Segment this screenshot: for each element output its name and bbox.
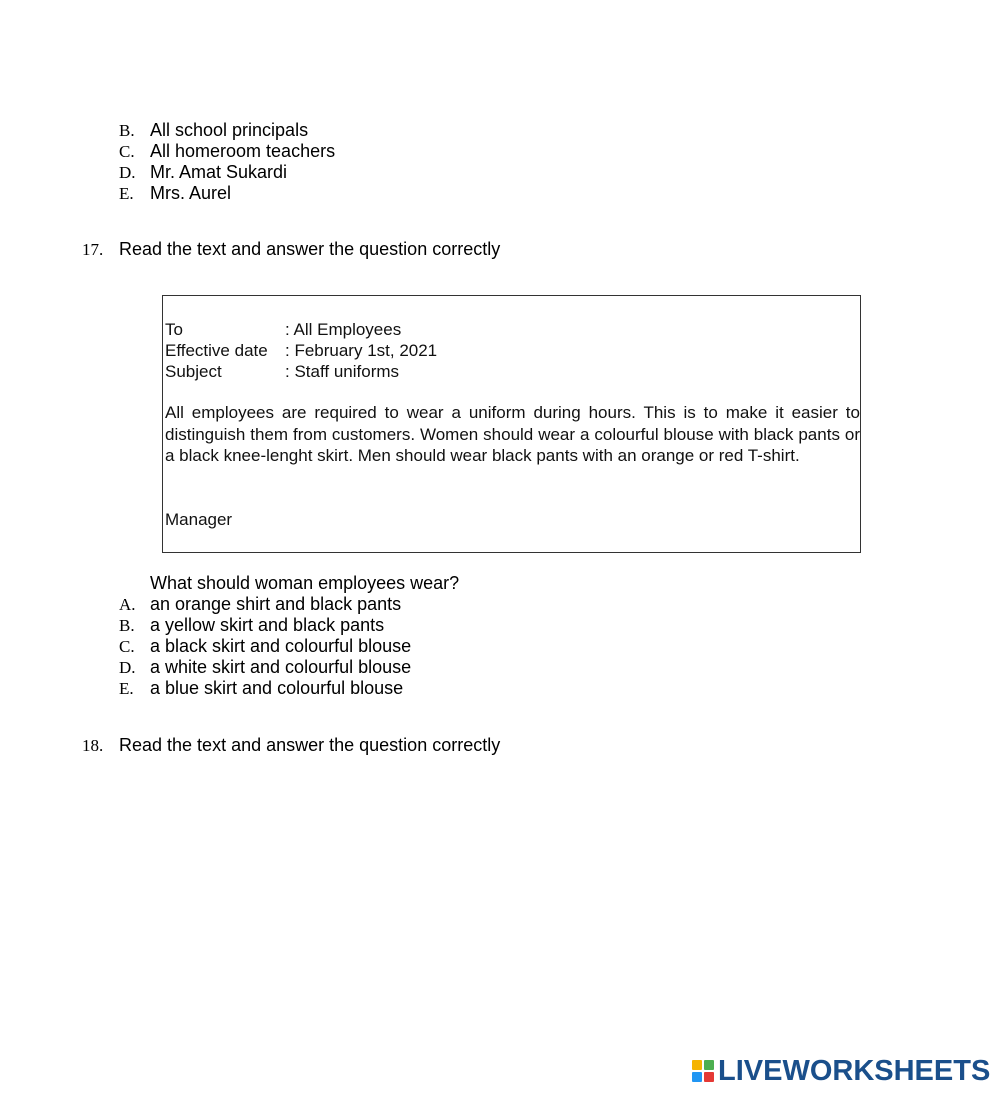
q17-option-b[interactable] bbox=[119, 615, 519, 636]
option-letter: B. bbox=[119, 616, 135, 635]
option-text: Mrs. Aurel bbox=[150, 183, 232, 203]
question-instruction: Read the text and answer the question correctly bbox=[119, 735, 501, 755]
option-letter: B. bbox=[119, 121, 135, 140]
question-17-heading bbox=[82, 239, 682, 260]
q17-option-d[interactable] bbox=[119, 657, 519, 678]
option-text: All school principals bbox=[150, 120, 309, 140]
notice-signature: Manager bbox=[165, 510, 233, 529]
option-text: All homeroom teachers bbox=[150, 141, 336, 161]
prev-option-d[interactable] bbox=[119, 162, 519, 183]
logo-tile-4 bbox=[704, 1072, 714, 1082]
notice-to-value: : All Employees bbox=[285, 320, 402, 339]
option-text: an orange shirt and black pants bbox=[150, 594, 402, 614]
logo-tile-3 bbox=[692, 1072, 702, 1082]
q17-option-c[interactable] bbox=[119, 636, 519, 657]
prev-option-c[interactable] bbox=[119, 141, 519, 162]
notice-body: All employees are required to wear a uniform during hours. This is to make it easier to distinguish them from customers. Women should wear a colourful blouse with black pants or a black knee-lenght skirt. Men should wear black pants with an orange or red T-shirt. bbox=[165, 403, 860, 465]
option-letter: D. bbox=[119, 163, 136, 182]
option-text: a black skirt and colourful blouse bbox=[150, 636, 412, 656]
option-text: a yellow skirt and black pants bbox=[150, 615, 385, 635]
notice-box bbox=[162, 295, 861, 553]
option-letter: C. bbox=[119, 637, 135, 656]
question-instruction: Read the text and answer the question correctly bbox=[119, 239, 501, 259]
notice-date-label: Effective date bbox=[165, 341, 268, 360]
option-letter: E. bbox=[119, 679, 134, 698]
notice-subject-value: : Staff uniforms bbox=[285, 362, 400, 381]
option-text: a blue skirt and colourful blouse bbox=[150, 678, 404, 698]
option-letter: A. bbox=[119, 595, 136, 614]
question-18-heading bbox=[82, 735, 682, 756]
question-number: 18. bbox=[82, 736, 104, 755]
notice-date-value: : February 1st, 2021 bbox=[285, 341, 438, 360]
option-letter: D. bbox=[119, 658, 136, 677]
logo-tile-2 bbox=[704, 1060, 714, 1070]
question-17-prompt: What should woman employees wear? bbox=[150, 573, 460, 593]
option-text: Mr. Amat Sukardi bbox=[150, 162, 288, 182]
notice-subject-label: Subject bbox=[165, 362, 222, 381]
option-letter: E. bbox=[119, 184, 134, 203]
logo-tile-1 bbox=[692, 1060, 702, 1070]
liveworksheets-logo-icon bbox=[692, 1060, 714, 1082]
liveworksheets-logo[interactable] bbox=[692, 1055, 990, 1087]
question-number: 17. bbox=[82, 240, 104, 259]
q17-option-e[interactable] bbox=[119, 678, 519, 699]
notice-to-label: To bbox=[165, 320, 183, 339]
q17-option-a[interactable] bbox=[119, 594, 519, 615]
option-letter: C. bbox=[119, 142, 135, 161]
logo-text: LIVEWORKSHEETS bbox=[718, 1055, 991, 1087]
option-text: a white skirt and colourful blouse bbox=[150, 657, 412, 677]
prev-option-b[interactable] bbox=[119, 120, 519, 141]
prev-option-e[interactable] bbox=[119, 183, 519, 204]
